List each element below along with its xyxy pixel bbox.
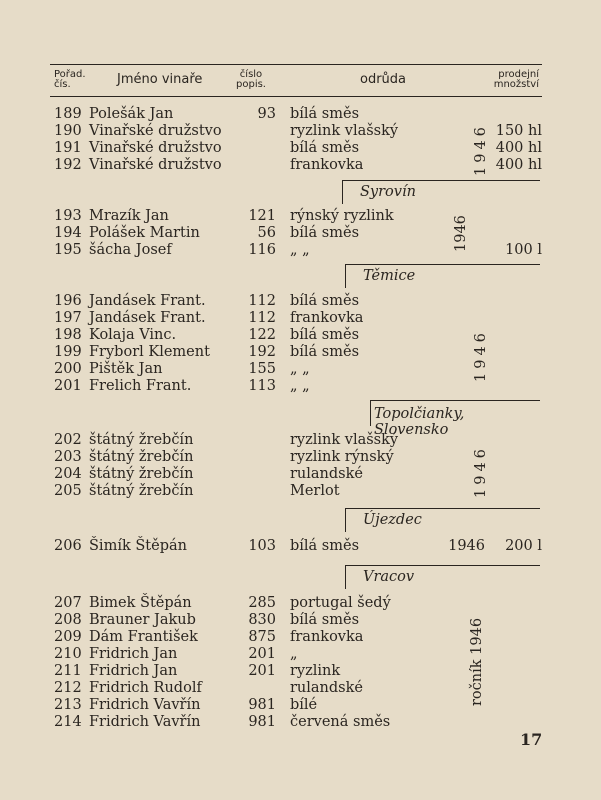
winemaker-name: Fridrich Vavřín <box>89 697 201 713</box>
house-number: 875 <box>248 629 276 645</box>
header-cislo-line1: číslo <box>239 69 263 80</box>
row-number: 193 <box>54 208 82 224</box>
winemaker-name: Vinařské družstvo <box>89 157 222 173</box>
winemaker-name: štátný žrebčín <box>89 432 194 448</box>
winemaker-name: štátný žrebčín <box>89 466 194 482</box>
winemaker-name: Dám František <box>89 629 198 645</box>
winemaker-name: Vinařské družstvo <box>89 123 222 139</box>
section-bar-horizontal <box>345 264 540 265</box>
house-number: 112 <box>248 310 276 326</box>
house-number: 116 <box>248 242 276 258</box>
variety: frankovka <box>290 157 364 173</box>
row-number: 189 <box>54 106 82 122</box>
variety: bílá směs <box>290 106 360 122</box>
variety: rýnský ryzlink <box>290 208 394 224</box>
variety: „ „ <box>290 361 310 377</box>
house-number: 103 <box>248 538 276 554</box>
header-prodejni-line1: prodejní <box>498 69 539 80</box>
variety: bílá směs <box>290 344 360 360</box>
house-number: 830 <box>248 612 276 628</box>
quantity: 400 hl <box>495 140 542 156</box>
header-rule-top <box>50 64 542 65</box>
winemaker-name: Bimek Štěpán <box>89 595 192 611</box>
variety: „ <box>290 646 298 662</box>
year-vertical-6: ročník 1946 <box>469 617 485 706</box>
row-number: 192 <box>54 157 82 173</box>
winemaker-name: Jandásek Frant. <box>89 310 206 326</box>
winemaker-name: Fridrich Rudolf <box>89 680 202 696</box>
row-number: 199 <box>54 344 82 360</box>
section-bar-vertical <box>345 508 346 532</box>
section-bar-vertical <box>345 264 346 288</box>
section-title-topolcianky: Topolčianky, Slovensko <box>374 406 465 438</box>
house-number: 56 <box>257 225 276 241</box>
section-bar-horizontal <box>345 565 540 566</box>
winemaker-name: Jandásek Frant. <box>89 293 206 309</box>
year: 1946 <box>448 538 485 554</box>
section-bar-vertical <box>370 400 371 426</box>
section-bar-horizontal <box>345 508 540 509</box>
variety: bílá směs <box>290 327 360 343</box>
row-number: 213 <box>54 697 82 713</box>
header-prodejni <box>487 70 539 90</box>
variety: rulandské <box>290 466 363 482</box>
row-number: 212 <box>54 680 82 696</box>
variety: frankovka <box>290 629 364 645</box>
row-number: 210 <box>54 646 82 662</box>
winemaker-name: Vinařské družstvo <box>89 140 222 156</box>
house-number: 113 <box>248 378 276 394</box>
row-number: 214 <box>54 714 82 730</box>
row-number: 208 <box>54 612 82 628</box>
section-title-temice: Těmice <box>363 268 416 284</box>
row-number: 194 <box>54 225 82 241</box>
row-number: 200 <box>54 361 82 377</box>
header-porad <box>54 70 86 90</box>
year-vertical-2: 1946 <box>453 215 469 252</box>
row-number: 211 <box>54 663 82 679</box>
quantity: 400 hl <box>495 157 542 173</box>
winemaker-name: Mrazík Jan <box>89 208 169 224</box>
winemaker-name: šácha Josef <box>89 242 172 258</box>
variety: ryzlink vlašský <box>290 432 399 448</box>
row-number: 204 <box>54 466 82 482</box>
house-number: 192 <box>248 344 276 360</box>
variety: ryzlink rýnský <box>290 449 394 465</box>
variety: červená směs <box>290 714 391 730</box>
page-number: 17 <box>520 730 543 749</box>
house-number: 112 <box>248 293 276 309</box>
variety: bílá směs <box>290 538 360 554</box>
row-number: 196 <box>54 293 82 309</box>
row-number: 203 <box>54 449 82 465</box>
row-number: 197 <box>54 310 82 326</box>
house-number: 93 <box>257 106 276 122</box>
row-number: 202 <box>54 432 82 448</box>
quantity: 100 l <box>505 242 542 258</box>
row-number: 206 <box>54 538 82 554</box>
row-number: 201 <box>54 378 82 394</box>
variety: „ „ <box>290 378 310 394</box>
winemaker-name: Polešák Jan <box>89 106 174 122</box>
header-cislo-line2: popis. <box>236 79 266 90</box>
variety: bílá směs <box>290 293 360 309</box>
header-odruda: odrůda <box>360 72 407 87</box>
section-bar-vertical <box>342 180 343 204</box>
variety: ryzlink vlašský <box>290 123 399 139</box>
row-number: 209 <box>54 629 82 645</box>
variety: bílé <box>290 697 318 713</box>
year-vertical-1: 1946 <box>473 123 489 176</box>
house-number: 122 <box>248 327 276 343</box>
variety: rulandské <box>290 680 363 696</box>
variety: bílá směs <box>290 612 360 628</box>
variety: „ „ <box>290 242 310 258</box>
variety: frankovka <box>290 310 364 326</box>
variety: Merlot <box>290 483 340 499</box>
house-number: 121 <box>248 208 276 224</box>
winemaker-name: Fridrich Jan <box>89 646 178 662</box>
variety: bílá směs <box>290 140 360 156</box>
section-bar-horizontal <box>370 400 540 401</box>
variety: portugal šedý <box>290 595 391 611</box>
winemaker-name: Kolaja Vinc. <box>89 327 177 343</box>
row-number: 191 <box>54 140 82 156</box>
section-title-vracov: Vracov <box>363 569 415 585</box>
header-jmeno: Jméno vinaře <box>117 72 203 87</box>
row-number: 190 <box>54 123 82 139</box>
house-number: 155 <box>248 361 276 377</box>
winemaker-name: štátný žrebčín <box>89 449 194 465</box>
variety: ryzlink <box>290 663 341 679</box>
row-number: 195 <box>54 242 82 258</box>
variety: bílá směs <box>290 225 360 241</box>
header-porad-line2: čís. <box>54 79 71 90</box>
row-number: 198 <box>54 327 82 343</box>
winemaker-name: Polášek Martin <box>89 225 200 241</box>
winemaker-name: Brauner Jakub <box>89 612 196 628</box>
winemaker-name: Šimík Štěpán <box>89 538 187 554</box>
house-number: 285 <box>248 595 276 611</box>
section-bar-vertical <box>345 565 346 589</box>
year-vertical-3: 1946 <box>473 329 489 382</box>
winemaker-name: Pištěk Jan <box>89 361 163 377</box>
winemaker-name: Fridrich Vavřín <box>89 714 201 730</box>
row-number: 207 <box>54 595 82 611</box>
row-number: 205 <box>54 483 82 499</box>
section-bar-horizontal <box>342 180 540 181</box>
winemaker-name: štátný žrebčín <box>89 483 194 499</box>
quantity: 200 l <box>505 538 542 554</box>
house-number: 981 <box>248 714 276 730</box>
header-cislo <box>236 70 266 90</box>
header-porad-line1: Pořad. <box>54 69 86 80</box>
house-number: 981 <box>248 697 276 713</box>
section-title-ujezdec: Újezdec <box>363 512 422 528</box>
section-title-syrovin: Syrovín <box>360 184 416 200</box>
header-prodejni-line2: množství <box>493 79 539 90</box>
house-number: 201 <box>248 646 276 662</box>
header-rule-bottom <box>50 96 542 97</box>
winemaker-name: Frelich Frant. <box>89 378 192 394</box>
year-vertical-4: 1946 <box>473 445 489 498</box>
quantity: 150 hl <box>495 123 542 139</box>
house-number: 201 <box>248 663 276 679</box>
winemaker-name: Fridrich Jan <box>89 663 178 679</box>
winemaker-name: Fryborl Klement <box>89 344 210 360</box>
